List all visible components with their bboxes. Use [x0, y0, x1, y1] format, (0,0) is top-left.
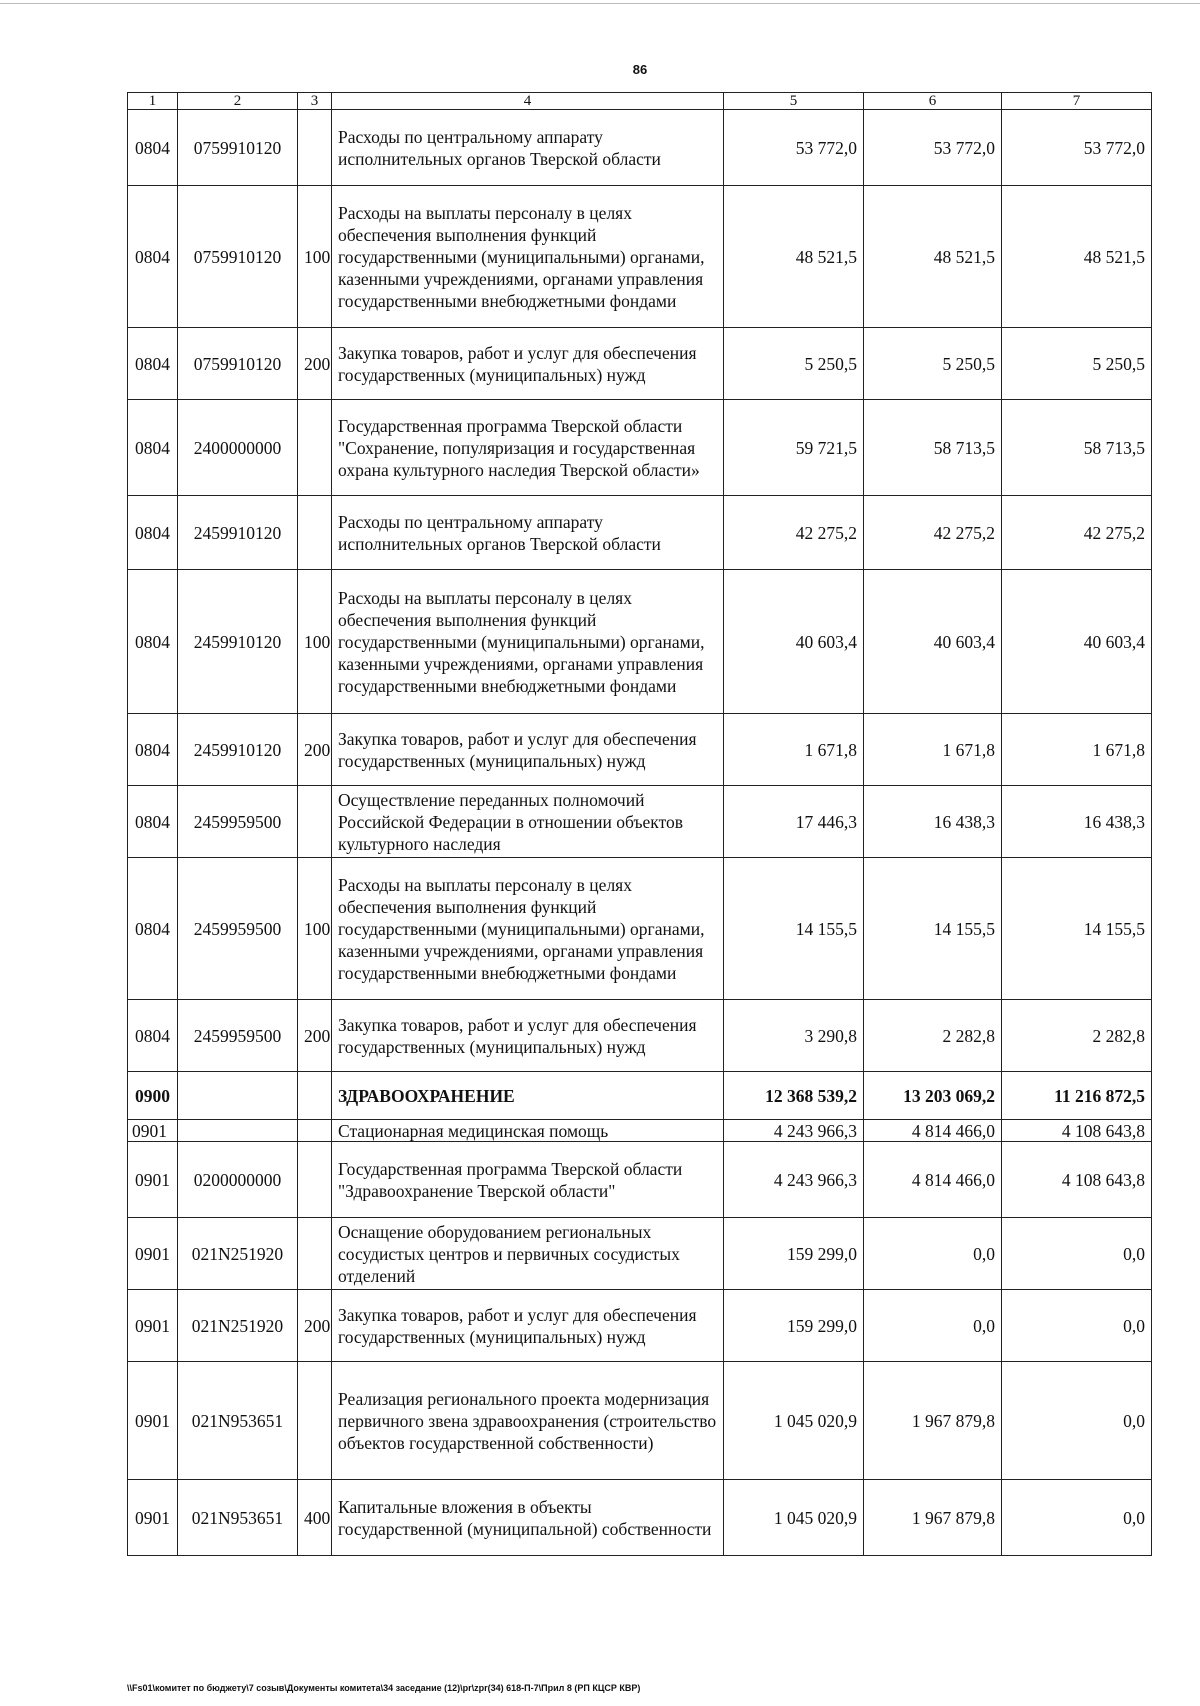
item-name: Расходы по центральному аппарату исполнительных органов Тверской области	[332, 110, 724, 186]
amount-col6: 40 603,4	[864, 570, 1002, 714]
column-number: 7	[1002, 93, 1152, 110]
amount-col6: 1 967 879,8	[864, 1480, 1002, 1556]
expense-kind: 200	[298, 714, 332, 786]
budget-table	[127, 92, 1152, 1556]
item-name: Закупка товаров, работ и услуг для обеспечения государственных (муниципальных) нужд	[332, 1000, 724, 1072]
column-number: 3	[298, 93, 332, 110]
amount-col7: 14 155,5	[1002, 858, 1152, 1000]
amount-col5: 159 299,0	[724, 1218, 864, 1290]
section-code: 0901	[128, 1480, 178, 1556]
amount-col5: 40 603,4	[724, 570, 864, 714]
section-code: 0804	[128, 496, 178, 570]
expense-kind: 100	[298, 570, 332, 714]
table-row	[128, 496, 1152, 570]
section-code: 0901	[128, 1290, 178, 1362]
amount-col5: 12 368 539,2	[724, 1072, 864, 1120]
item-name: Капитальные вложения в объекты государственной (муниципальной) собственности	[332, 1480, 724, 1556]
target-code	[178, 1120, 298, 1142]
amount-col5: 4 243 966,3	[724, 1120, 864, 1142]
footer-file-path: \\Fs01\комитет по бюджету\7 созыв\Документы комитета\34 заседание (12)\pr\zpr(34) 618-П-7\Прил 8 (РП КЦСР КВР)	[127, 1683, 641, 1693]
amount-col7: 11 216 872,5	[1002, 1072, 1152, 1120]
amount-col7: 1 671,8	[1002, 714, 1152, 786]
section-code: 0901	[128, 1142, 178, 1218]
item-name: Закупка товаров, работ и услуг для обеспечения государственных (муниципальных) нужд	[332, 1290, 724, 1362]
amount-col5: 5 250,5	[724, 328, 864, 400]
amount-col5: 17 446,3	[724, 786, 864, 858]
scan-top-edge	[0, 3, 1200, 4]
amount-col5: 3 290,8	[724, 1000, 864, 1072]
target-code: 021N953651	[178, 1362, 298, 1480]
expense-kind: 400	[298, 1480, 332, 1556]
amount-col5: 4 243 966,3	[724, 1142, 864, 1218]
table-row	[128, 714, 1152, 786]
target-code	[178, 1072, 298, 1120]
column-number: 5	[724, 93, 864, 110]
item-name: Осуществление переданных полномочий Российской Федерации в отношении объектов культурного наследия	[332, 786, 724, 858]
item-name: Закупка товаров, работ и услуг для обеспечения государственных (муниципальных) нужд	[332, 714, 724, 786]
amount-col6: 1 967 879,8	[864, 1362, 1002, 1480]
amount-col5: 59 721,5	[724, 400, 864, 496]
amount-col7: 53 772,0	[1002, 110, 1152, 186]
expense-kind	[298, 1120, 332, 1142]
target-code: 021N251920	[178, 1290, 298, 1362]
target-code: 2400000000	[178, 400, 298, 496]
page-number: 86	[632, 62, 648, 77]
target-code: 021N953651	[178, 1480, 298, 1556]
target-code: 0759910120	[178, 186, 298, 328]
target-code: 2459959500	[178, 858, 298, 1000]
amount-col5: 159 299,0	[724, 1290, 864, 1362]
amount-col6: 0,0	[864, 1290, 1002, 1362]
amount-col6: 14 155,5	[864, 858, 1002, 1000]
expense-kind	[298, 496, 332, 570]
amount-col7: 16 438,3	[1002, 786, 1152, 858]
table-body	[128, 110, 1152, 1556]
table-row	[128, 858, 1152, 1000]
amount-col6: 42 275,2	[864, 496, 1002, 570]
table-row	[128, 1000, 1152, 1072]
expense-kind	[298, 786, 332, 858]
expense-kind: 200	[298, 1290, 332, 1362]
column-number: 1	[128, 93, 178, 110]
table-row	[128, 186, 1152, 328]
target-code: 2459959500	[178, 1000, 298, 1072]
expense-kind	[298, 1142, 332, 1218]
amount-col6: 48 521,5	[864, 186, 1002, 328]
expense-kind: 100	[298, 186, 332, 328]
table-row	[128, 1480, 1152, 1556]
expense-kind	[298, 110, 332, 186]
amount-col7: 4 108 643,8	[1002, 1142, 1152, 1218]
amount-col6: 58 713,5	[864, 400, 1002, 496]
item-name: Расходы по центральному аппарату исполнительных органов Тверской области	[332, 496, 724, 570]
target-code: 2459959500	[178, 786, 298, 858]
amount-col7: 42 275,2	[1002, 496, 1152, 570]
item-name: Расходы на выплаты персоналу в целях обеспечения выполнения функций государственными (муниципальными) органами, казенными учреждениями, органами управления государственными внебюджетными фондами	[332, 570, 724, 714]
amount-col6: 5 250,5	[864, 328, 1002, 400]
item-name: Реализация регионального проекта модернизация первичного звена здравоохранения (строительство объектов государственной собственности)	[332, 1362, 724, 1480]
amount-col7: 0,0	[1002, 1480, 1152, 1556]
amount-col5: 48 521,5	[724, 186, 864, 328]
item-name: Стационарная медицинская помощь	[332, 1120, 724, 1142]
amount-col6: 0,0	[864, 1218, 1002, 1290]
item-name: Закупка товаров, работ и услуг для обеспечения государственных (муниципальных) нужд	[332, 328, 724, 400]
amount-col7: 5 250,5	[1002, 328, 1152, 400]
section-code: 0804	[128, 328, 178, 400]
amount-col5: 1 045 020,9	[724, 1362, 864, 1480]
expense-kind: 100	[298, 858, 332, 1000]
table-row	[128, 1218, 1152, 1290]
table-row	[128, 328, 1152, 400]
amount-col7: 4 108 643,8	[1002, 1120, 1152, 1142]
table-row	[128, 1120, 1152, 1142]
amount-col5: 14 155,5	[724, 858, 864, 1000]
amount-col5: 53 772,0	[724, 110, 864, 186]
column-number: 2	[178, 93, 298, 110]
item-name: Оснащение оборудованием региональных сосудистых центров и первичных сосудистых отделений	[332, 1218, 724, 1290]
table-row	[128, 1362, 1152, 1480]
section-code: 0901	[128, 1218, 178, 1290]
amount-col6: 53 772,0	[864, 110, 1002, 186]
amount-col5: 1 045 020,9	[724, 1480, 864, 1556]
amount-col7: 48 521,5	[1002, 186, 1152, 328]
section-code: 0804	[128, 110, 178, 186]
expense-kind	[298, 1362, 332, 1480]
table-row	[128, 400, 1152, 496]
table-row	[128, 570, 1152, 714]
item-name: Расходы на выплаты персоналу в целях обеспечения выполнения функций государственными (муниципальными) органами, казенными учреждениями, органами управления государственными внебюджетными фондами	[332, 858, 724, 1000]
target-code: 2459910120	[178, 496, 298, 570]
table-header	[128, 93, 1152, 110]
item-name: Государственная программа Тверской области "Здравоохранение Тверской области"	[332, 1142, 724, 1218]
section-code: 0804	[128, 858, 178, 1000]
expense-kind	[298, 1072, 332, 1120]
expense-kind: 200	[298, 328, 332, 400]
target-code: 021N251920	[178, 1218, 298, 1290]
section-code: 0804	[128, 714, 178, 786]
expense-kind	[298, 1218, 332, 1290]
table-row	[128, 1290, 1152, 1362]
column-number: 4	[332, 93, 724, 110]
amount-col7: 40 603,4	[1002, 570, 1152, 714]
table-row-section-total	[128, 1072, 1152, 1120]
amount-col7: 0,0	[1002, 1290, 1152, 1362]
section-code: 0804	[128, 1000, 178, 1072]
section-code: 0804	[128, 186, 178, 328]
section-code: 0804	[128, 786, 178, 858]
amount-col7: 2 282,8	[1002, 1000, 1152, 1072]
expense-kind: 200	[298, 1000, 332, 1072]
target-code: 2459910120	[178, 714, 298, 786]
table-row	[128, 786, 1152, 858]
item-name: Государственная программа Тверской области "Сохранение, популяризация и государственная охрана культурного наследия Тверской области»	[332, 400, 724, 496]
section-code: 0901	[128, 1120, 178, 1142]
target-code: 0200000000	[178, 1142, 298, 1218]
amount-col5: 1 671,8	[724, 714, 864, 786]
amount-col7: 0,0	[1002, 1362, 1152, 1480]
amount-col5: 42 275,2	[724, 496, 864, 570]
amount-col6: 4 814 466,0	[864, 1120, 1002, 1142]
amount-col6: 1 671,8	[864, 714, 1002, 786]
expense-kind	[298, 400, 332, 496]
amount-col6: 13 203 069,2	[864, 1072, 1002, 1120]
target-code: 0759910120	[178, 110, 298, 186]
item-name: ЗДРАВООХРАНЕНИЕ	[332, 1072, 724, 1120]
column-number: 6	[864, 93, 1002, 110]
target-code: 2459910120	[178, 570, 298, 714]
section-code: 0901	[128, 1362, 178, 1480]
amount-col6: 4 814 466,0	[864, 1142, 1002, 1218]
amount-col7: 0,0	[1002, 1218, 1152, 1290]
section-code: 0900	[128, 1072, 178, 1120]
item-name: Расходы на выплаты персоналу в целях обеспечения выполнения функций государственными (муниципальными) органами, казенными учреждениями, органами управления государственными внебюджетными фондами	[332, 186, 724, 328]
target-code: 0759910120	[178, 328, 298, 400]
column-numbers-row	[128, 93, 1152, 110]
section-code: 0804	[128, 570, 178, 714]
amount-col7: 58 713,5	[1002, 400, 1152, 496]
table-row	[128, 1142, 1152, 1218]
section-code: 0804	[128, 400, 178, 496]
table-row	[128, 110, 1152, 186]
amount-col6: 16 438,3	[864, 786, 1002, 858]
amount-col6: 2 282,8	[864, 1000, 1002, 1072]
